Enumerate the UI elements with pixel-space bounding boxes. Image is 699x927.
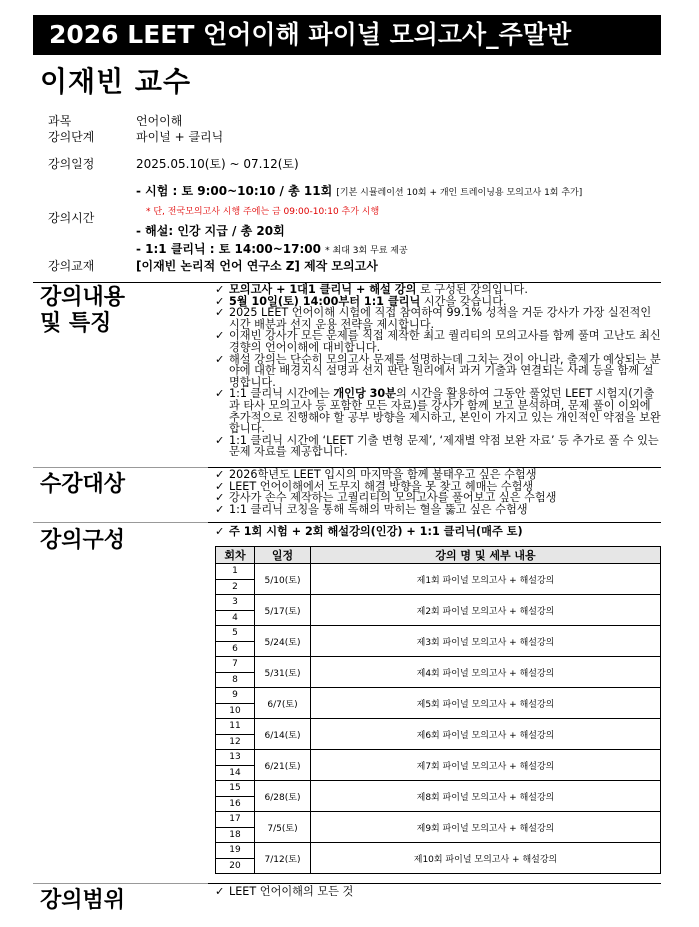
list-item: ✓ 2025 LEET 언어이해 시험에 직접 참여하여 99.1% 성적을 거둔 강사가 가장 실전적인 시간 배분과 선지 운용 전략을 제시합니다. <box>213 307 661 330</box>
time-exam: - 시험 : 토 9:00~10:10 / 총 11회 [기본 시뮬레이션 10회 + 개인 트레이닝용 모의고사 1회 추가] <box>136 184 583 198</box>
session-number: 11 <box>216 719 255 735</box>
list-item: ✓ 1:1 클리닉 시간에 ‘LEET 기출 변형 문제’, ‘제재별 약점 보완 자료’ 등 추가로 풀 수 있는 문제 자료를 제공합니다. <box>213 435 661 458</box>
list-item: ✓ 5월 10일(토) 14:00부터 1:1 클리닉 시간을 갖습니다. <box>213 296 661 308</box>
time-clinic-note: * 최대 3회 무료 제공 <box>325 246 408 256</box>
table-row <box>216 626 661 642</box>
list-item: ✓ 해설 강의는 단순히 모의고사 문제를 설명하는데 그치는 것이 아니라, 출제가 예상되는 분야에 대한 배경지식 설명과 선지 판단 원리에서 과거 기출과 연결되는 사례 등을 함께 설명합니다. <box>213 354 661 389</box>
target-title: 수강대상 <box>40 472 126 497</box>
features-title: 강의내용 및 특징 <box>40 285 126 336</box>
session-date: 7/12(토) <box>255 843 311 874</box>
session-number: 3 <box>216 595 255 611</box>
session-number: 14 <box>216 765 255 781</box>
table-row <box>216 781 661 797</box>
table-row <box>216 595 661 611</box>
scope-title: 강의범위 <box>40 888 126 913</box>
time-clinic: - 1:1 클리닉 : 토 14:00~17:00 * 최대 3회 무료 제공 <box>136 242 408 256</box>
page-title: 2026 LEET 언어이해 파이널 모의고사_주말반 <box>49 20 572 49</box>
table-row <box>216 812 661 828</box>
session-number: 9 <box>216 688 255 704</box>
table-row <box>216 657 661 673</box>
stage-label: 강의단계 <box>48 130 95 144</box>
schedule-table <box>215 546 661 874</box>
composition-title: 강의구성 <box>40 528 126 553</box>
list-item: ✓ 이재빈 강사가 모든 문제를 직접 제작한 최고 퀄리티의 모의고사를 함께 풀며 고난도 최신 경향의 언어이해에 대비합니다. <box>213 330 661 353</box>
session-lecture: 제6회 파이널 모의고사 + 해설강의 <box>311 719 661 750</box>
time-exam-red-note: * 단, 전국모의고사 시행 주에는 금 09:00-10:10 추가 시행 <box>146 207 380 217</box>
scope-list <box>213 886 661 898</box>
session-lecture: 제9회 파이널 모의고사 + 해설강의 <box>311 812 661 843</box>
session-number: 18 <box>216 827 255 843</box>
stage-value: 파이널 + 클리닉 <box>136 130 224 144</box>
section-divider <box>33 467 208 468</box>
session-lecture: 제2회 파이널 모의고사 + 해설강의 <box>311 595 661 626</box>
subject-label: 과목 <box>48 114 72 128</box>
session-date: 6/7(토) <box>255 688 311 719</box>
session-lecture: 제7회 파이널 모의고사 + 해설강의 <box>311 750 661 781</box>
session-number: 13 <box>216 750 255 766</box>
composition-summary: ✓ 주 1회 시험 + 2회 해설강의(인강) + 1:1 클리닉(매주 토) <box>213 526 661 538</box>
session-number: 7 <box>216 657 255 673</box>
session-date: 6/14(토) <box>255 719 311 750</box>
section-divider <box>208 522 661 523</box>
col-header-session: 회차 <box>216 547 255 564</box>
page-title-bar <box>33 15 661 55</box>
time-label: 강의시간 <box>48 211 95 225</box>
list-item: ✓ 1:1 클리닉 시간에는 개인당 30분의 시간을 활용하여 그동안 풀었던 LEET 시험지(기출과 타사 모의고사 등 포함한 모든 자료)를 강사가 함께 보고 분석하며, 문제 풀이 이외에 추가적으로 진행해야 할 공부 방향을 제시하고, 본인이 가지고 있는 개인적인 약점을 보완합니다. <box>213 388 661 434</box>
session-lecture: 제5회 파이널 모의고사 + 해설강의 <box>311 688 661 719</box>
subject-value: 언어이해 <box>136 114 183 128</box>
session-number: 8 <box>216 672 255 688</box>
professor-name: 이재빈 교수 <box>40 65 191 98</box>
list-item: ✓ 강사가 손수 제작하는 고퀄리티의 모의고사를 풀어보고 싶은 수험생 <box>213 492 661 504</box>
section-divider <box>33 522 208 523</box>
time-exam-note: [기본 시뮬레이션 10회 + 개인 트레이닝용 모의고사 1회 추가] <box>336 188 583 198</box>
session-number: 16 <box>216 796 255 812</box>
session-date: 5/24(토) <box>255 626 311 657</box>
list-item: ✓ 1:1 클리닉 코칭을 통해 독해의 막히는 혈을 뚫고 싶은 수험생 <box>213 504 661 516</box>
session-number: 10 <box>216 703 255 719</box>
session-number: 1 <box>216 564 255 580</box>
table-row <box>216 750 661 766</box>
features-list <box>213 284 661 458</box>
session-date: 5/10(토) <box>255 564 311 595</box>
section-divider <box>33 282 208 283</box>
material-value: [이재빈 논리적 언어 연구소 Z] 제작 모의고사 <box>136 259 378 273</box>
session-date: 5/31(토) <box>255 657 311 688</box>
session-date: 6/21(토) <box>255 750 311 781</box>
target-list <box>213 469 661 515</box>
session-number: 15 <box>216 781 255 797</box>
session-lecture: 제1회 파이널 모의고사 + 해설강의 <box>311 564 661 595</box>
session-number: 17 <box>216 812 255 828</box>
session-number: 4 <box>216 610 255 626</box>
session-date: 7/5(토) <box>255 812 311 843</box>
session-number: 2 <box>216 579 255 595</box>
schedule-body <box>216 564 661 874</box>
list-item: ✓ 2026학년도 LEET 입시의 마지막을 함께 불태우고 싶은 수험생 <box>213 469 661 481</box>
col-header-date: 일정 <box>255 547 311 564</box>
list-item: ✓ 모의고사 + 1대1 클리닉 + 해설 강의 로 구성된 강의입니다. <box>213 284 661 296</box>
session-lecture: 제3회 파이널 모의고사 + 해설강의 <box>311 626 661 657</box>
table-row <box>216 688 661 704</box>
composition-summary-list <box>213 526 661 538</box>
session-lecture: 제10회 파이널 모의고사 + 해설강의 <box>311 843 661 874</box>
session-number: 20 <box>216 858 255 874</box>
col-header-lecture: 강의 명 및 세부 내용 <box>311 547 661 564</box>
table-row <box>216 843 661 859</box>
session-number: 5 <box>216 626 255 642</box>
session-lecture: 제8회 파이널 모의고사 + 해설강의 <box>311 781 661 812</box>
session-date: 5/17(토) <box>255 595 311 626</box>
section-divider <box>33 883 208 884</box>
session-number: 6 <box>216 641 255 657</box>
time-commentary: - 해설: 인강 지급 / 총 20회 <box>136 224 285 238</box>
table-header-row <box>216 547 661 564</box>
list-item: ✓ LEET 언어이해에서 도무지 해결 방향을 못 찾고 헤매는 수험생 <box>213 481 661 493</box>
schedule-value: 2025.05.10(토) ~ 07.12(토) <box>136 157 299 171</box>
session-lecture: 제4회 파이널 모의고사 + 해설강의 <box>311 657 661 688</box>
schedule-label: 강의일정 <box>48 157 95 171</box>
session-number: 19 <box>216 843 255 859</box>
table-row <box>216 564 661 580</box>
section-divider <box>208 883 661 884</box>
session-date: 6/28(토) <box>255 781 311 812</box>
material-label: 강의교재 <box>48 259 95 273</box>
list-item: ✓ LEET 언어이해의 모든 것 <box>213 886 661 898</box>
table-row <box>216 719 661 735</box>
session-number: 12 <box>216 734 255 750</box>
